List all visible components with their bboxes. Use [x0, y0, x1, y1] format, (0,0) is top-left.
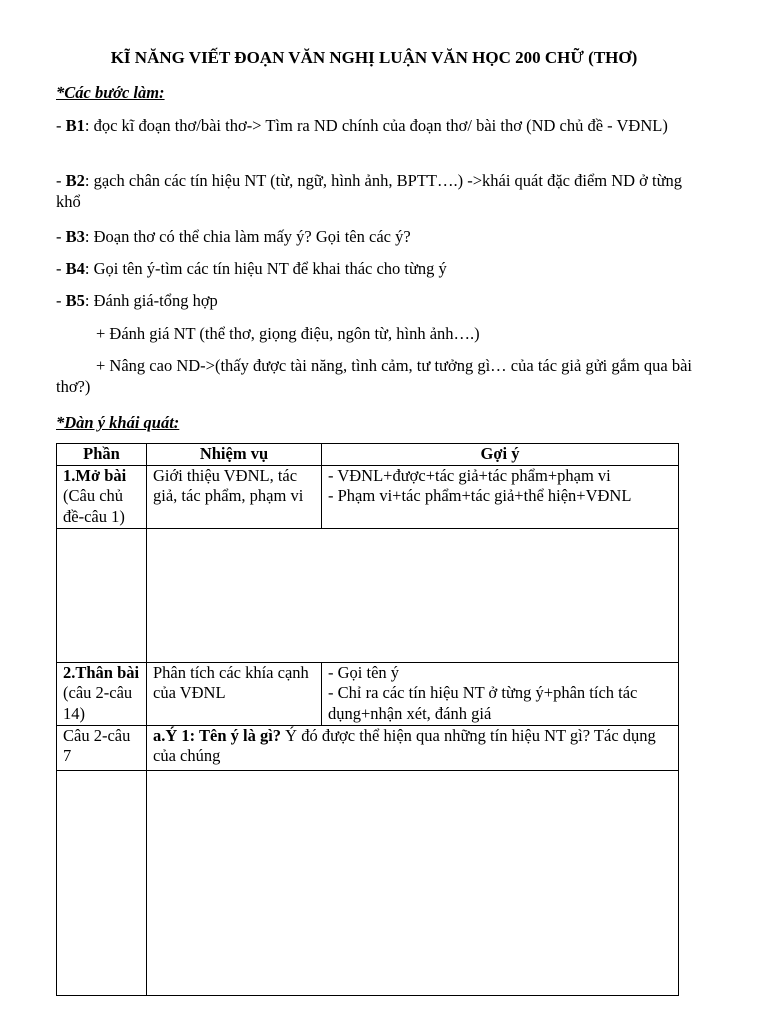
intro-hint-2: - Phạm vi+tác phẩm+tác giả+thể hiện+VĐNL: [328, 486, 632, 505]
step-label: B2: [65, 171, 85, 190]
step-b5: - B5: Đánh giá-tổng hợp: [56, 291, 218, 310]
intro-hint-1: - VĐNL+được+tác giả+tác phẩm+phạm vi: [328, 465, 611, 485]
step-b1: - B1: đọc kĩ đoạn thơ/bài thơ-> Tìm ra ND chính của đoạn thơ/ bài thơ (ND chủ đề - VĐNL): [56, 116, 668, 135]
table-row-intro: [57, 465, 679, 528]
idea1-text: Ý đó được thể hiện qua những tín hiệu NT gì? Tác dụng của chúng: [153, 725, 656, 765]
step-text: : đọc kĩ đoạn thơ/bài thơ-> Tìm ra ND chính của đoạn thơ/ bài thơ (ND chủ đề - VĐNL): [84, 116, 668, 135]
sub-point-content: + Nâng cao ND->(thấy được tài năng, tình cảm, tư tưởng gì… của tác giả gửi gắm qua bài thơ?): [56, 356, 692, 396]
step-label: B1: [65, 116, 85, 135]
intro-part-note: (Câu chủ đề-câu 1): [63, 486, 125, 526]
body-hint-1: - Gọi tên ý: [328, 662, 400, 682]
idea1-content-cell: [147, 725, 679, 770]
step-b2: - B2: gạch chân các tín hiệu NT (từ, ngữ, hình ảnh, BPTT….) ->khái quát đặc điểm ND ở từng khổ: [56, 171, 683, 211]
intro-part-title: 1.Mở bài: [63, 465, 127, 485]
idea1-title: a.Ý 1: Tên ý là gì?: [153, 725, 282, 745]
step-text: : Đánh giá-tổng hợp: [84, 291, 218, 310]
empty-cell: [57, 528, 147, 662]
header-task: Nhiệm vụ: [147, 444, 322, 466]
table-row-body: [57, 662, 679, 725]
step-text: : Gọi tên ý-tìm các tín hiệu NT để khai thác cho từng ý: [84, 259, 447, 278]
body-part-note: (câu 2-câu 14): [63, 683, 133, 723]
idea1-part-cell: Câu 2-câu 7: [57, 725, 147, 770]
steps-heading: *Các bước làm:: [56, 83, 165, 102]
intro-part-cell: [57, 465, 147, 528]
step-label: B4: [65, 259, 85, 278]
step-label: B3: [65, 227, 85, 246]
body-hint-2: - Chỉ ra các tín hiệu NT ở từng ý+phân tích tác dụng+nhận xét, đánh giá: [328, 683, 638, 723]
document-title: KĨ NĂNG VIẾT ĐOẠN VĂN NGHỊ LUẬN VĂN HỌC 200 CHỮ (THƠ): [110, 48, 638, 67]
step-label: B5: [65, 291, 85, 310]
step-b4: - B4: Gọi tên ý-tìm các tín hiệu NT để khai thác cho từng ý: [56, 259, 447, 278]
body-hint-cell: [322, 662, 679, 725]
header-hint: Gợi ý: [322, 444, 679, 466]
body-part-title: 2.Thân bài: [63, 662, 140, 682]
outline-table: [56, 443, 679, 996]
step-text: : Đoạn thơ có thể chia làm mấy ý? Gọi tên các ý?: [84, 227, 411, 246]
intro-hint-cell: [322, 465, 679, 528]
body-task-cell: Phân tích các khía cạnh của VĐNL: [147, 662, 322, 725]
outline-heading: *Dàn ý khái quát:: [56, 413, 180, 432]
step-b3: - B3: Đoạn thơ có thể chia làm mấy ý? Gọi tên các ý?: [56, 227, 411, 246]
table-row-idea1: [57, 725, 679, 770]
header-part: Phần: [57, 444, 147, 466]
empty-cell: [147, 770, 679, 995]
body-part-cell: [57, 662, 147, 725]
empty-cell: [57, 770, 147, 995]
table-row-empty: [57, 528, 679, 662]
table-row-empty: [57, 770, 679, 995]
intro-task-cell: Giới thiệu VĐNL, tác giả, tác phẩm, phạm vi: [147, 465, 322, 528]
table-header-row: [57, 444, 679, 466]
sub-point-art: + Đánh giá NT (thể thơ, giọng điệu, ngôn từ, hình ảnh….): [96, 324, 480, 343]
empty-cell: [147, 528, 679, 662]
step-text: : gạch chân các tín hiệu NT (từ, ngữ, hình ảnh, BPTT….) ->khái quát đặc điểm ND ở từng khổ: [56, 171, 683, 211]
